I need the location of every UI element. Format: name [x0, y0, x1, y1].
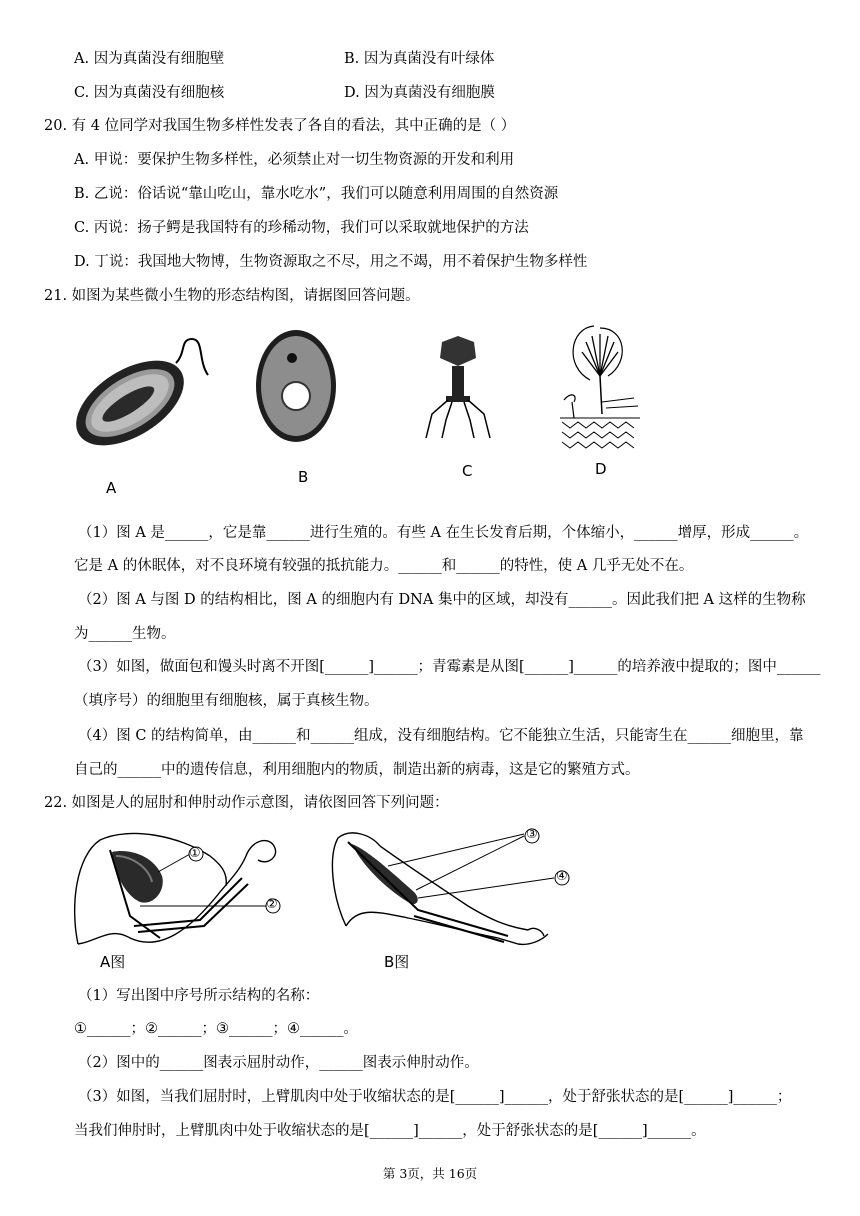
q19-option-b: B. 因为真菌没有叶绿体 [344, 51, 495, 67]
arm-extension-figure [318, 826, 578, 956]
figure-label-d: D [595, 460, 607, 478]
q22-part1-line1: （1）写出图中序号所示结构的名称： [78, 988, 320, 1004]
q21-part2-line2: 为______生物。 [74, 626, 176, 642]
marker-2: ② [266, 897, 278, 912]
q20-stem: 20. 有 4 位同学对我国生物多样性发表了各自的看法，其中正确的是（ ） [44, 118, 516, 134]
marker-3: ③ [526, 827, 538, 842]
q21-part4-line2: 自己的______中的遗传信息，利用细胞内的物质，制造出新的病毒，这是它的繁殖方式。 [74, 762, 640, 778]
q20-option-b: B. 乙说：俗话说“靠山吃山，靠水吃水”，我们可以随意利用周围的自然资源 [74, 186, 559, 202]
q21-part3-line1: （3）如图，做面包和馒头时离不开图[______]______；青霉素是从图[______]______的培养液中提取的；图中______ [78, 659, 821, 675]
q20-option-a: A. 甲说：要保护生物多样性，必须禁止对一切生物资源的开发和利用 [74, 152, 515, 168]
figure-label-a-arm: A图 [100, 953, 126, 971]
q21-part1-line2: 它是 A 的休眠体，对不良环境有较强的抵抗能力。______和______的特性，使 A 几乎无处不在。 [74, 558, 694, 574]
virus-figure [418, 334, 498, 444]
marker-4: ④ [556, 869, 568, 884]
arm-flexion-figure [70, 826, 290, 956]
q19-option-c: C. 因为真菌没有细胞核 [74, 85, 225, 101]
yeast-figure [252, 328, 342, 448]
figure-label-c: C [462, 462, 473, 480]
page-footer: 第 3页，共 16页 [382, 1166, 478, 1181]
q19-option-a: A. 因为真菌没有细胞壁 [74, 51, 225, 67]
q21-part4-line1: （4）图 C 的结构简单，由______和______组成，没有细胞结构。它不能独立生活，只能寄生在______细胞里，靠 [78, 728, 804, 744]
q20-option-d: D. 丁说：我国地大物博，生物资源取之不尽，用之不竭，用不着保护生物多样性 [74, 254, 588, 270]
figure-label-b-arm: B图 [384, 953, 410, 971]
q22-part3-line2: 当我们伸肘时，上臂肌肉中处于收缩状态的是[______]______，处于舒张状态的是[______]______。 [74, 1123, 706, 1139]
q22-part2-line1: （2）图中的______图表示屈肘动作，______图表示伸肘动作。 [78, 1055, 479, 1071]
q22-stem: 22. 如图是人的屈肘和伸肘动作示意图，请依图回答下列问题： [44, 795, 449, 811]
q21-stem: 21. 如图为某些微小生物的形态结构图，请据图回答问题。 [44, 288, 420, 304]
q19-option-d: D. 因为真菌没有细胞膜 [344, 85, 495, 101]
figure-label-b: B [298, 468, 309, 486]
q22-part1-line2: ①______；②______；③______；④______。 [74, 1021, 358, 1037]
penicillium-figure [556, 322, 646, 452]
marker-1: ① [189, 846, 201, 861]
q21-part1-line1: （1）图 A 是______，它是靠______进行生殖的。有些 A 在生长发育后期，个体缩小，______增厚，形成______。 [78, 525, 809, 541]
bacterium-figure [68, 335, 218, 455]
q21-part2-line1: （2）图 A 与图 D 的结构相比，图 A 的细胞内有 DNA 集中的区域，却没有______。因此我们把 A 这样的生物称 [78, 592, 806, 608]
figure-label-a: A [106, 479, 117, 497]
q20-option-c: C. 丙说：扬子鳄是我国特有的珍稀动物，我们可以采取就地保护的方法 [74, 220, 529, 236]
q21-part3-line2: （填序号）的细胞里有细胞核，属于真核生物。 [74, 693, 379, 709]
q22-part3-line1: （3）如图，当我们屈肘时，上臂肌肉中处于收缩状态的是[______]______，处于舒张状态的是[______]______； [78, 1089, 792, 1105]
